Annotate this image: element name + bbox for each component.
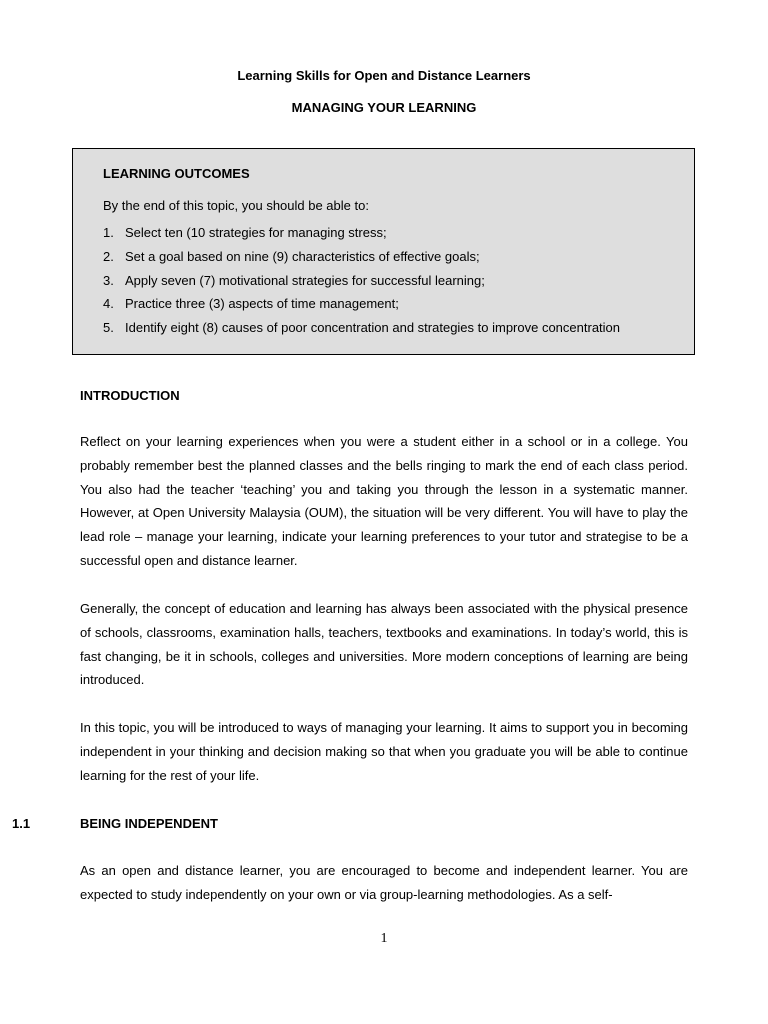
learning-outcomes-heading: LEARNING OUTCOMES [103,166,250,181]
being-independent-paragraph: As an open and distance learner, you are encouraged to become and independent learner. You are expected to study independently on your own or via group-learning methodologies. As a self- [80,863,688,902]
outcome-text: Apply seven (7) motivational strategies for successful learning; [125,272,485,288]
document-title: Learning Skills for Open and Distance Learners [237,68,531,83]
topic-title: MANAGING YOUR LEARNING [291,100,477,115]
introduction-paragraph: In this topic, you will be introduced to ways of managing your learning. It aims to support you in becoming independent in your thinking and decision making so that when you graduate you will be able to continue learning for the rest of your life. [80,720,688,783]
introduction-paragraph: Reflect on your learning experiences when you were a student either in a school or in a college. You probably remember best the planned classes and the bells ringing to mark the end of each class period. You also had the teacher ‘teaching’ you and taking you through the lesson in a systematic manner. However, at Open University Malaysia (OUM), the situation will be very different. You will have to play the lead role – manage your learning, indicate your learning preferences to your tutor and strategise to be a successful open and distance learner. [80,434,688,568]
being-independent-heading: BEING INDEPENDENT [80,816,218,831]
outcome-number: 4. [103,296,114,312]
outcome-number: 2. [103,248,114,264]
outcome-number: 5. [103,320,114,336]
outcome-text: Practice three (3) aspects of time management; [125,296,399,312]
learning-outcomes-box [72,148,695,355]
outcome-item [103,269,620,293]
page-number: 1 [380,931,388,946]
outcome-item [103,221,620,245]
introduction-paragraph: Generally, the concept of education and learning has always been associated with the physical presence of schools, classrooms, examination halls, teachers, textbooks and examinations. In today’s world, this is fast changing, be it in schools, colleges and universities. More modern conceptions of learning are being introduced. [80,601,688,688]
outcome-text: Set a goal based on nine (9) characteristics of effective goals; [125,248,480,264]
introduction-heading: INTRODUCTION [80,388,180,403]
outcome-number: 1. [103,225,114,240]
learning-outcomes-intro: By the end of this topic, you should be able to: [103,198,369,213]
outcome-item [103,245,620,269]
learning-outcomes-list [103,221,620,340]
section-number: 1.1 [12,816,31,831]
outcome-number: 3. [103,272,114,288]
outcome-text: Identify eight (8) causes of poor concentration and strategies to improve concentration [125,320,621,336]
outcome-text: Select ten (10 strategies for managing stress; [125,225,387,240]
outcome-item [103,316,620,340]
outcome-item [103,292,620,316]
